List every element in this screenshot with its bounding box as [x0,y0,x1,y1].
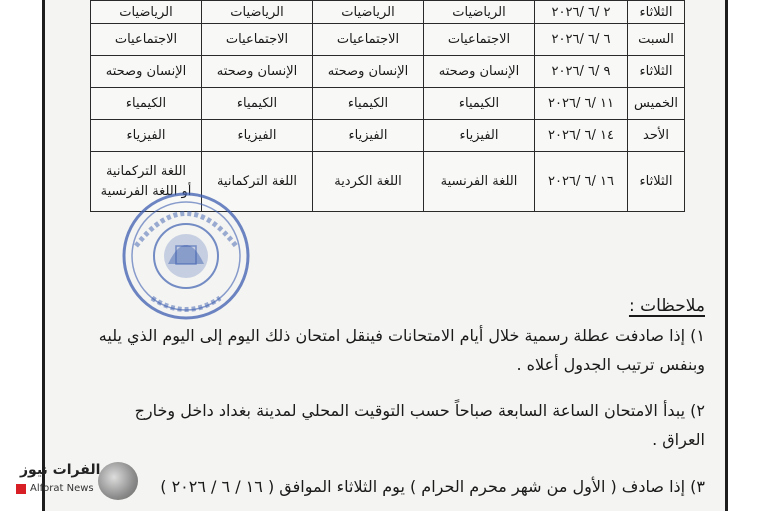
exam-schedule-table [90,0,685,212]
day-cell: الثلاثاء [628,152,685,212]
alforat-logo-icon [98,462,138,500]
subject-cell: الفيزياء [424,120,535,152]
subject-cell: الكيمياء [91,88,202,120]
subject-cell: الكيمياء [202,88,313,120]
subject-cell: الفيزياء [91,120,202,152]
subject-cell: الفيزياء [202,120,313,152]
day-cell: الثلاثاء [628,1,685,24]
subject-cell: الرياضيات [91,1,202,24]
day-cell: الخميس [628,88,685,120]
subject-cell: الإنسان وصحته [313,56,424,88]
table-row [91,88,685,120]
day-cell: الثلاثاء [628,56,685,88]
subject-cell: الاجتماعيات [202,24,313,56]
note-1-line-1: ١) إذا صادفت عطلة رسمية خلال أيام الامتحانات فينقل امتحان ذلك اليوم إلى اليوم الذي يليه [98,326,705,345]
table-row [91,120,685,152]
table-row [91,24,685,56]
subject-cell: الرياضيات [202,1,313,24]
subject-cell: اللغة الكردية [313,152,424,212]
subject-cell: الكيمياء [313,88,424,120]
table-row [91,56,685,88]
subject-cell: الكيمياء [424,88,535,120]
subject-cell: الاجتماعيات [91,24,202,56]
subject-cell: الإنسان وصحته [202,56,313,88]
date-cell: ٩ /٦ /٢٠٢٦ [535,56,628,88]
subject-cell: الرياضيات [313,1,424,24]
note-3-line-1: ٣) إذا صادف ( الأول من شهر محرم الحرام ) يوم الثلاثاء الموافق ( ١٦ / ٦ / ٢٠٢٦ ) [160,477,705,496]
note-2-line-2: العراق . [652,430,705,449]
day-cell: الأحد [628,120,685,152]
subject-line: اللغة التركمانية [105,163,187,179]
note-1-line-2: وبنفس ترتيب الجدول أعلاه . [516,355,705,374]
watermark-arabic: الفرات نيوز [20,462,101,478]
date-cell: ٢ /٦ /٢٠٢٦ [535,1,628,24]
note-2-line-1: ٢) يبدأ الامتحان الساعة السابعة صباحاً حسب التوقيت المحلي لمدينة بغداد داخل وخارج [134,401,705,420]
subject-cell: الاجتماعيات [424,24,535,56]
subject-line: أو اللغة الفرنسية [100,183,192,199]
subject-cell: الفيزياء [313,120,424,152]
day-cell: السبت [628,24,685,56]
subject-cell: اللغة الفرنسية [424,152,535,212]
subject-cell: اللغة التركمانية [202,152,313,212]
subject-cell: الإنسان وصحته [424,56,535,88]
date-cell: ٦ /٦ /٢٠٢٦ [535,24,628,56]
watermark-red-square-icon [16,484,26,494]
watermark-english: Alforat News [30,483,94,494]
subject-cell: الرياضيات [424,1,535,24]
date-cell: ١١ /٦ /٢٠٢٦ [535,88,628,120]
date-cell: ١٤ /٦ /٢٠٢٦ [535,120,628,152]
subject-cell: الإنسان وصحته [91,56,202,88]
date-cell: ١٦ /٦ /٢٠٢٦ [535,152,628,212]
table-row [91,1,685,24]
notes-title: ملاحظات : [628,296,705,316]
subject-cell: الاجتماعيات [313,24,424,56]
